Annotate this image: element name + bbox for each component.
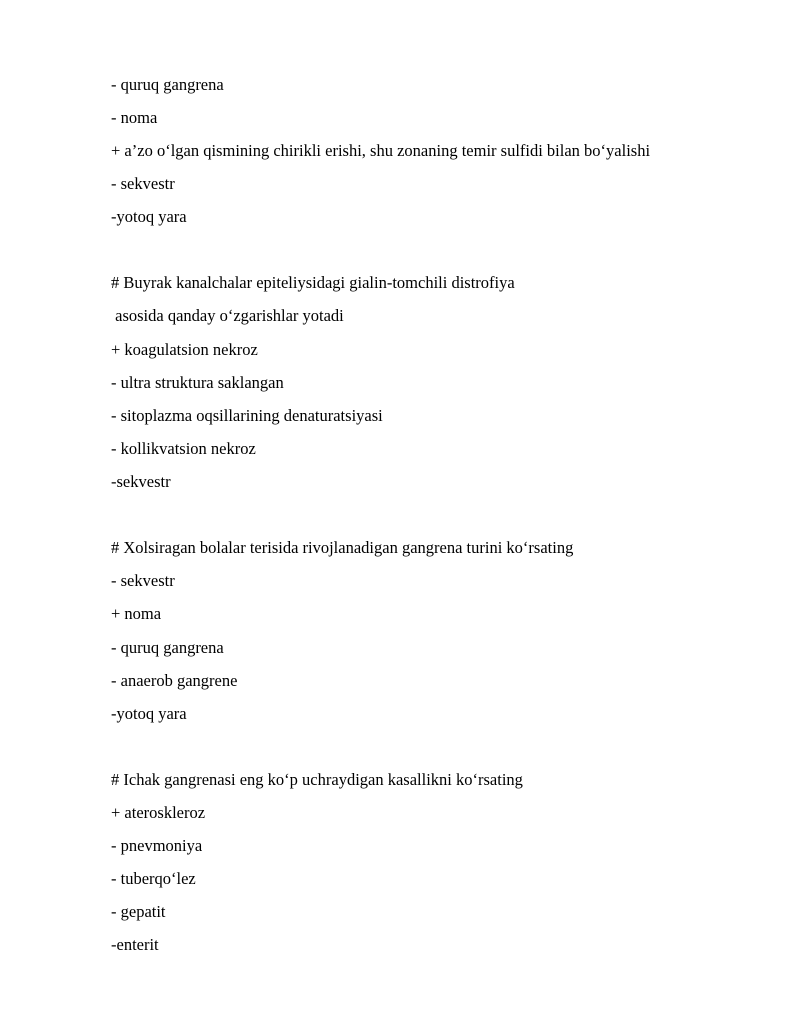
answer-option-correct: + noma [111, 604, 162, 623]
answer-option: - quruq gangrena [111, 638, 224, 657]
answer-option: - pnevmoniya [111, 836, 203, 855]
question-text: # Xolsiragan bolalar terisida rivojlanadigan gangrena turini ko‘rsating [111, 538, 574, 557]
answer-option: - noma [111, 108, 158, 127]
answer-option: - quruq gangrena [111, 75, 224, 94]
answer-option: - anaerob gangrene [111, 671, 238, 690]
answer-option: - sitoplazma oqsillarining denaturatsiyasi [111, 406, 383, 425]
answer-option: - tuberqo‘lez [111, 869, 196, 888]
question-text-continued: asosida qanday o‘zgarishlar yotadi [111, 306, 344, 325]
answer-option-correct: + koagulatsion nekroz [111, 340, 258, 359]
answer-option: -yotoq yara [111, 704, 187, 723]
answer-option: -sekvestr [111, 472, 171, 491]
answer-option: -enterit [111, 935, 159, 954]
answer-option-correct: + a’zo o‘lgan qismining chirikli erishi, shu zonaning temir sulfidi bilan bo‘yalishi [111, 141, 651, 160]
answer-option: - sekvestr [111, 571, 175, 590]
answer-option: - gepatit [111, 902, 166, 921]
answer-option: - ultra struktura saklangan [111, 373, 284, 392]
answer-option-correct: + ateroskleroz [111, 803, 206, 822]
answer-option: -yotoq yara [111, 207, 187, 226]
answer-option: - kollikvatsion nekroz [111, 439, 256, 458]
question-text: # Ichak gangrenasi eng ko‘p uchraydigan kasallikni ko‘rsating [111, 770, 523, 789]
question-text: # Buyrak kanalchalar epiteliysidagi gialin-tomchili distrofiya [111, 273, 515, 292]
answer-option: - sekvestr [111, 174, 175, 193]
